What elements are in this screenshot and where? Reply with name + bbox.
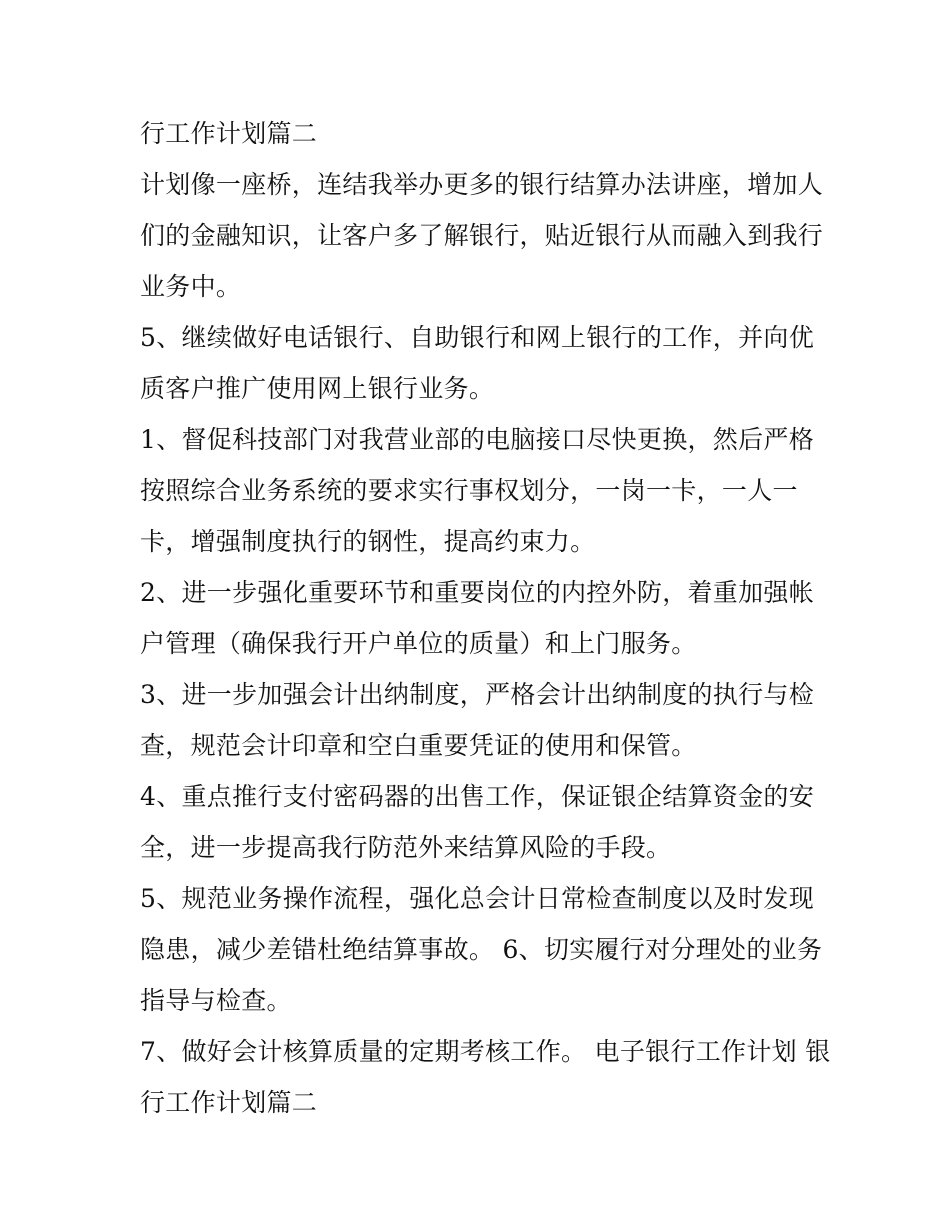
document-line: 7、做好会计核算质量的定期考核工作。 电子银行工作计划 银 — [140, 1037, 831, 1066]
document-line: 计划像一座桥，连结我举办更多的银行结算办法讲座，增加人 — [140, 170, 824, 199]
document-line: 们的金融知识，让客户多了解银行，贴近银行从而融入到我行 — [140, 221, 824, 250]
document-line: 户管理（确保我行开户单位的质量）和上门服务。 — [140, 629, 697, 658]
document-line: 5、继续做好电话银行、自助银行和网上银行的工作，并向优 — [140, 323, 815, 352]
document-line: 隐患，减少差错杜绝结算事故。 6、切实履行对分理处的业务 — [140, 935, 823, 964]
document-line: 全，进一步提高我行防范外来结算风险的手段。 — [140, 833, 672, 862]
document-line: 行工作计划篇二 — [140, 1088, 318, 1117]
document-line: 3、进一步加强会计出纳制度，严格会计出纳制度的执行与检 — [140, 680, 815, 709]
document-line: 卡，增强制度执行的钢性，提高约束力。 — [140, 527, 596, 556]
document-line: 1、督促科技部门对我营业部的电脑接口尽快更换，然后严格 — [140, 425, 815, 454]
document-line: 2、进一步强化重要环节和重要岗位的内控外防，着重加强帐 — [140, 578, 815, 607]
document-line: 指导与检查。 — [140, 986, 292, 1015]
document-line: 业务中。 — [140, 272, 242, 301]
document-line: 行工作计划篇二 — [140, 119, 318, 148]
document-line: 查，规范会计印章和空白重要凭证的使用和保管。 — [140, 731, 697, 760]
document-line: 按照综合业务系统的要求实行事权划分，一岗一卡，一人一 — [140, 476, 798, 505]
document-line: 5、规范业务操作流程，强化总会计日常检查制度以及时发现 — [140, 884, 815, 913]
document-line: 质客户推广使用网上银行业务。 — [140, 374, 495, 403]
document-line: 4、重点推行支付密码器的出售工作，保证银企结算资金的安 — [140, 782, 815, 811]
document-body — [140, 108, 831, 1128]
